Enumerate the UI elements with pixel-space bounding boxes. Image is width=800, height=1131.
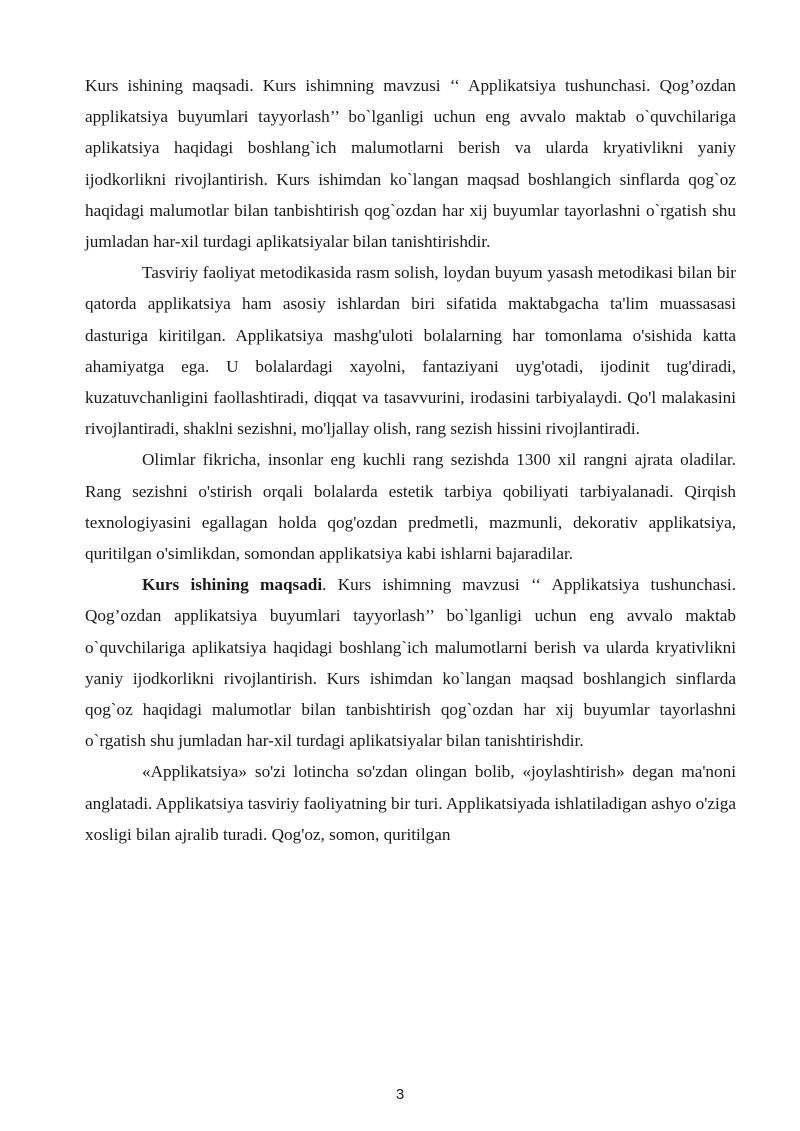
paragraph-1-text: Kurs ishining maqsadi. Kurs ishimning mavzusi ‘‘ Applikatsiya tushunchasi. Qog’ozdan applikatsiya buyumlari tayyorlash’’ bo`lganligi uchun eng avvalo maktab o`quvchilariga aplikatsiya haqidagi boshlang`ich malumotlarni berish va ularda kryativlikni yaniy ijodkorlikni rivojlantirish. Kurs ishimdan ko`langan maqsad boshlangich sinflarda qog`oz haqidagi malumotlar bilan tanbishtirish qog`ozdan har xij buyumlar tayorlashni o`rgatish shu jumladan har-xil turdagi aplikatsiyalar bilan tanishtirishdir.	[85, 76, 736, 252]
paragraph-2	[85, 257, 736, 444]
paragraph-1	[85, 70, 736, 257]
document-body	[85, 70, 736, 850]
paragraph-3-text: Olimlar fikricha, insonlar eng kuchli rang sezishda 1300 xil rangni ajrata oladilar. Rang sezishni o'stirish orqali bolalarda estetik tarbiya qobiliyati tarbiyalanadi. Qirqish texnologiyasini egallagan holda qog'ozdan predmetli, mazmunli, dekorativ applikatsiya, quritilgan o'simlikdan, somondan applikatsiya kabi ishlarni bajaradilar.	[85, 450, 736, 564]
paragraph-5-text: «Applikatsiya» so'zi lotincha so'zdan olingan bolib, «joylashtirish» degan ma'noni anglatadi. Applikatsiya tasviriy faoliyatning bir turi. Applikatsiyada ishlatiladigan ashyo o'ziga xosligi bilan ajralib turadi. Qog'oz, somon, quritilgan	[85, 762, 736, 844]
paragraph-5	[85, 756, 736, 850]
paragraph-4	[85, 569, 736, 756]
paragraph-4-text: . Kurs ishimning mavzusi ‘‘ Applikatsiya tushunchasi. Qog’ozdan applikatsiya buyumlari tayyorlash’’ bo`lganligi uchun eng avvalo maktab o`quvchilariga aplikatsiya haqidagi boshlang`ich malumotlarni berish va ularda kryativlikni yaniy ijodkorlikni rivojlantirish. Kurs ishimdan ko`langan maqsad boshlangich sinflarda qog`oz haqidagi malumotlar bilan tanbishtirish qog`ozdan har xij buyumlar tayorlashni o`rgatish shu jumladan har-xil turdagi aplikatsiyalar bilan tanishtirishdir.	[85, 575, 736, 751]
paragraph-2-text: Tasviriy faoliyat metodikasida rasm solish, loydan buyum yasash metodikasi bilan bir qatorda applikatsiya ham asosiy ishlardan biri sifatida maktabgacha ta'lim muassasasi dasturiga kiritilgan. Applikatsiya mashg'uloti bolalarning har tomonlama o'sishida katta ahamiyatga ega. U bolalardagi xayolni, fantaziyani uyg'otadi, ijodinit tug'diradi, kuzatuvchanligini faollashtiradi, diqqat va tasavvurini, irodasini tarbiyalaydi. Qo'l malakasini rivojlantiradi, shaklni sezishni, mo'ljallay olish, rang sezish hissini rivojlantiradi.	[85, 263, 736, 439]
page-number: 3	[395, 1086, 405, 1103]
paragraph-3	[85, 444, 736, 569]
paragraph-4-bold: Kurs ishining maqsadi	[142, 575, 323, 595]
